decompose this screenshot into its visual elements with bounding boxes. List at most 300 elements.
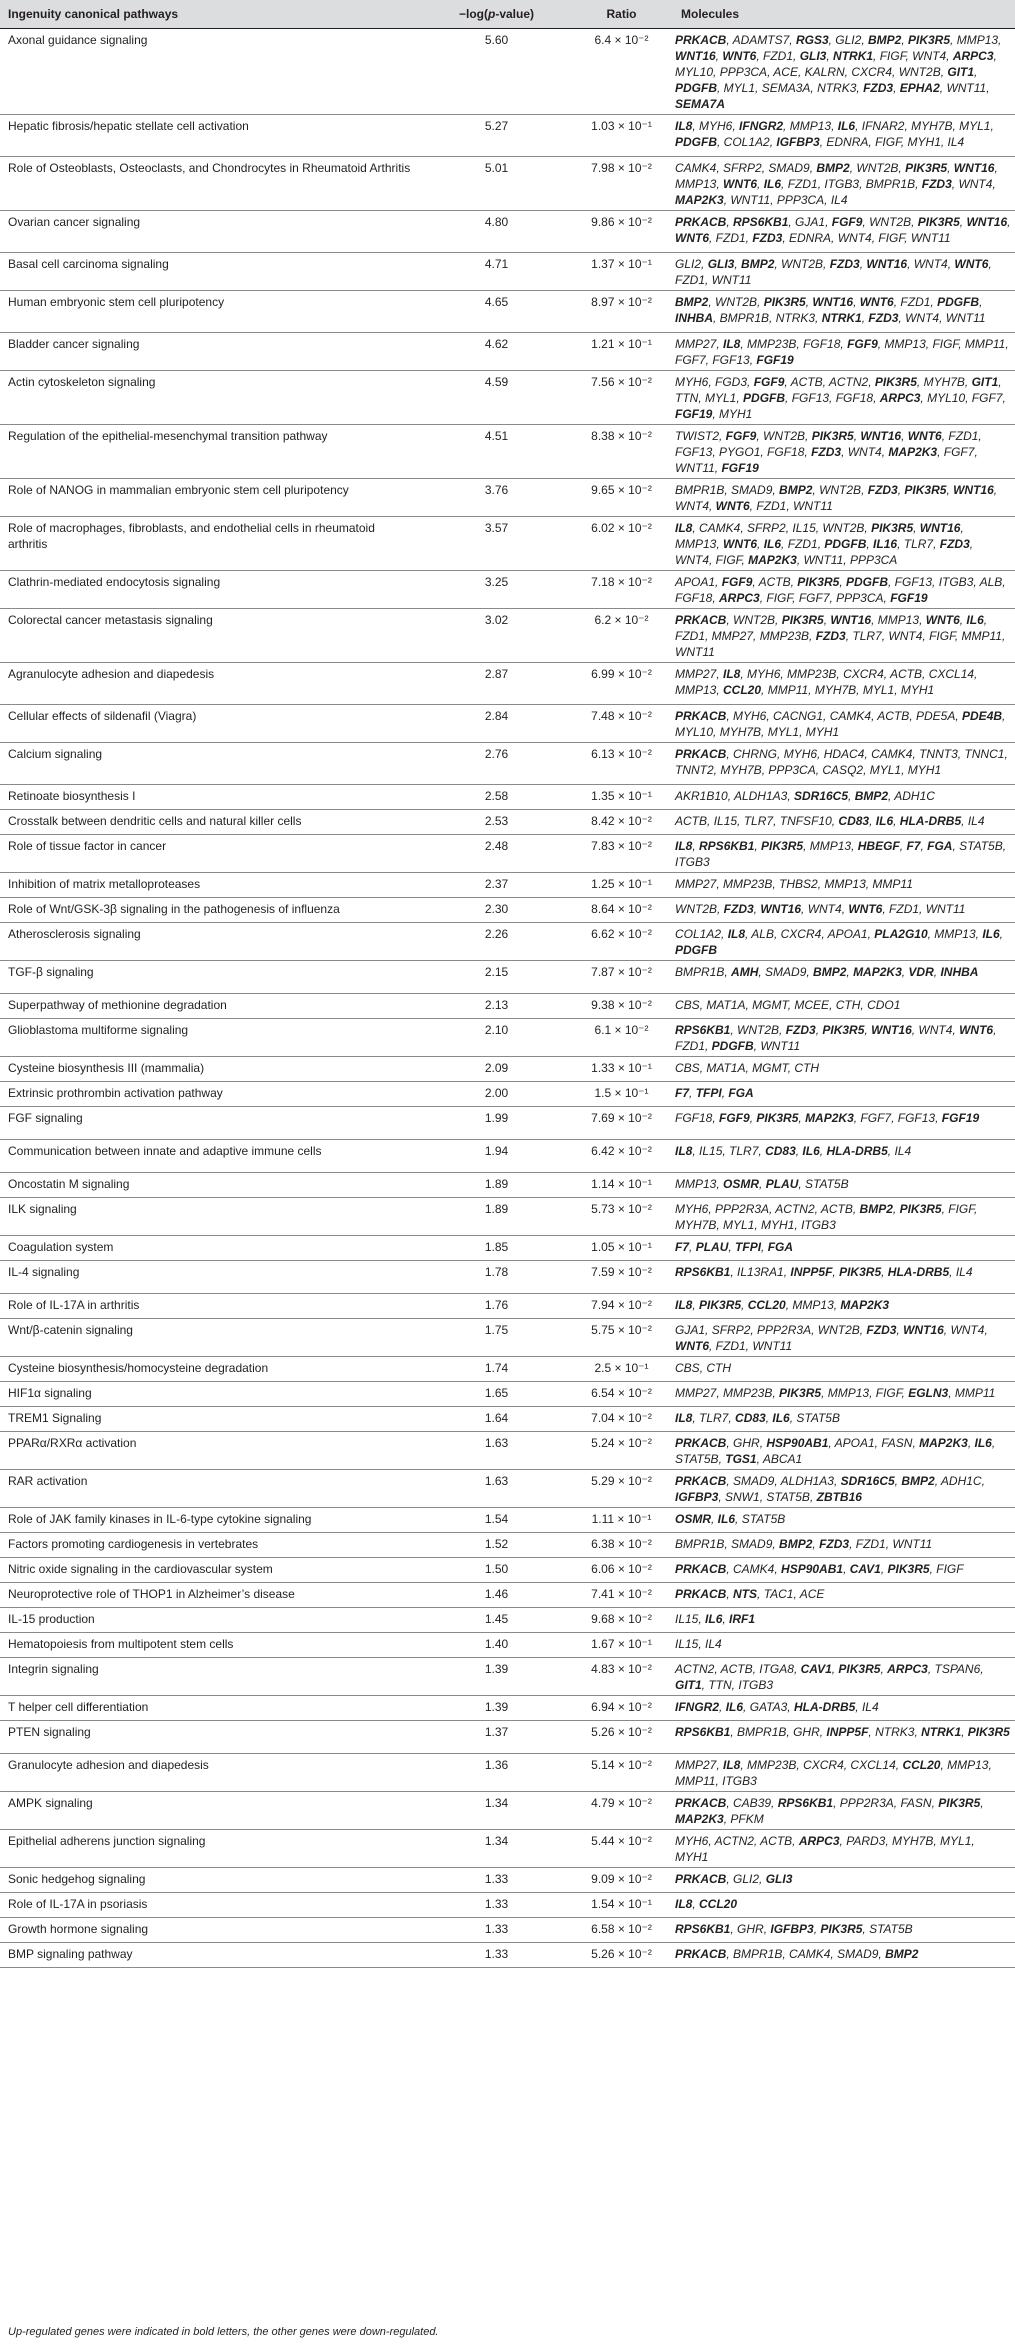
logp-value: 1.39 bbox=[423, 1658, 570, 1696]
gene-symbol: CAMK4 bbox=[733, 1562, 775, 1576]
gene-symbol: TLR7 bbox=[743, 814, 774, 828]
gene-symbol: IL8 bbox=[675, 839, 693, 853]
gene-symbol: MMP23B bbox=[759, 629, 810, 643]
molecule-list: MYH6, ACTN2, ACTB, ARPC3, PARD3, MYH7B, MYL1, MYH1 bbox=[673, 1830, 1015, 1868]
pathway-name: Role of Wnt/GSK-3β signaling in the pathogenesis of influenza bbox=[0, 898, 423, 923]
table-row bbox=[0, 1173, 1015, 1198]
gene-symbol: CASQ2 bbox=[822, 763, 864, 777]
pathway-name: Calcium signaling bbox=[0, 743, 423, 785]
molecule-list: PRKACB, GLI2, GLI3 bbox=[673, 1868, 1015, 1893]
pathway-name: Role of macrophages, fibroblasts, and endothelial cells in rheumatoid arthritis bbox=[0, 517, 423, 571]
gene-symbol: BMP2 bbox=[854, 789, 889, 803]
gene-symbol: FGF19 bbox=[721, 461, 759, 475]
logp-value: 2.09 bbox=[423, 1057, 570, 1082]
gene-symbol: MGMT bbox=[752, 1061, 788, 1075]
gene-symbol: MAT1A bbox=[706, 1061, 746, 1075]
pathway-name: Crosstalk between dendritic cells and natural killer cells bbox=[0, 810, 423, 835]
pathway-name: Inhibition of matrix metalloproteases bbox=[0, 873, 423, 898]
gene-symbol: MYL1 bbox=[767, 725, 800, 739]
gene-symbol: MYL1 bbox=[723, 1218, 755, 1232]
logp-value: 1.78 bbox=[423, 1261, 570, 1294]
gene-symbol: WNT11 bbox=[910, 231, 951, 245]
gene-symbol: FGF9 bbox=[831, 215, 863, 229]
gene-symbol: PDGFB bbox=[937, 295, 980, 309]
gene-symbol: PRKACB bbox=[675, 1562, 727, 1576]
gene-symbol: CAB39 bbox=[733, 1796, 772, 1810]
gene-symbol: CAV1 bbox=[800, 1662, 832, 1676]
gene-symbol: MMP11 bbox=[675, 1774, 716, 1788]
logp-value: 2.26 bbox=[423, 923, 570, 961]
gene-symbol: PRKACB bbox=[675, 1587, 727, 1601]
gene-symbol: MYL1 bbox=[869, 763, 902, 777]
pathway-name: IL-4 signaling bbox=[0, 1261, 423, 1294]
gene-symbol: IL6 bbox=[763, 177, 782, 191]
gene-symbol: IL15 bbox=[675, 1637, 699, 1651]
gene-symbol: TLR7 bbox=[729, 1144, 759, 1158]
gene-symbol: FGF19 bbox=[675, 407, 713, 421]
gene-symbol: FGF18 bbox=[675, 591, 713, 605]
pathway-name: Integrin signaling bbox=[0, 1658, 423, 1696]
gene-symbol: FZD3 bbox=[819, 1537, 850, 1551]
gene-symbol: EPHA2 bbox=[899, 81, 940, 95]
gene-symbol: FASN bbox=[881, 1436, 913, 1450]
gene-symbol: FGF19 bbox=[756, 353, 794, 367]
logp-value: 2.87 bbox=[423, 663, 570, 705]
gene-symbol: WNT2B bbox=[817, 1323, 860, 1337]
ratio-value: 1.11 × 10⁻¹ bbox=[570, 1508, 673, 1533]
gene-symbol: FZD1 bbox=[675, 1039, 705, 1053]
logp-value: 2.15 bbox=[423, 961, 570, 994]
gene-symbol: FGF7 bbox=[798, 591, 830, 605]
gene-symbol: FIGF bbox=[879, 49, 906, 63]
gene-symbol: MYH1 bbox=[675, 1850, 709, 1864]
gene-symbol: MYH7B bbox=[892, 1834, 934, 1848]
table-row bbox=[0, 898, 1015, 923]
gene-symbol: WNT16 bbox=[860, 429, 902, 443]
gene-symbol: WNT6 bbox=[715, 499, 750, 513]
molecule-list: MMP27, MMP23B, THBS2, MMP13, MMP11 bbox=[673, 873, 1015, 898]
gene-symbol: IGFBP3 bbox=[675, 1490, 719, 1504]
gene-symbol: TWIST2 bbox=[675, 429, 719, 443]
gene-symbol: CHRNG bbox=[733, 747, 778, 761]
gene-symbol: IL6 bbox=[717, 1512, 736, 1526]
molecule-list: MMP27, IL8, MMP23B, CXCR4, CXCL14, CCL20, MMP13, MMP11, ITGB3 bbox=[673, 1754, 1015, 1792]
gene-symbol: FZD3 bbox=[866, 1323, 897, 1337]
molecule-list: BMPR1B, AMH, SMAD9, BMP2, MAP2K3, VDR, INHBA bbox=[673, 961, 1015, 994]
table-row bbox=[0, 1057, 1015, 1082]
gene-symbol: FGF19 bbox=[941, 1111, 980, 1125]
gene-symbol: ITGB3 bbox=[938, 575, 974, 589]
gene-symbol: WNT6 bbox=[722, 49, 757, 63]
ratio-value: 9.09 × 10⁻² bbox=[570, 1868, 673, 1893]
pathway-name: Communication between innate and adaptive immune cells bbox=[0, 1140, 423, 1173]
ratio-value: 7.98 × 10⁻² bbox=[570, 157, 673, 211]
gene-symbol: PRKACB bbox=[675, 1796, 727, 1810]
gene-symbol: PIK3R5 bbox=[839, 1265, 882, 1279]
pathway-name: Cellular effects of sildenafil (Viagra) bbox=[0, 705, 423, 743]
gene-symbol: RGS3 bbox=[795, 33, 829, 47]
gene-symbol: STAT5B bbox=[766, 1490, 810, 1504]
gene-symbol: APOA1 bbox=[834, 1436, 875, 1450]
gene-symbol: IL6 bbox=[763, 537, 782, 551]
gene-symbol: ACTN2 bbox=[828, 375, 869, 389]
gene-symbol: PIK3R5 bbox=[904, 483, 947, 497]
ratio-value: 9.86 × 10⁻² bbox=[570, 211, 673, 253]
gene-symbol: WNT11 bbox=[946, 81, 987, 95]
gene-symbol: NTRK3 bbox=[817, 81, 857, 95]
gene-symbol: SEMA3A bbox=[761, 81, 811, 95]
gene-symbol: CCL20 bbox=[747, 1298, 786, 1312]
gene-symbol: ACTB bbox=[760, 1834, 793, 1848]
gene-symbol: IL4 bbox=[861, 1700, 879, 1714]
gene-symbol: MYL10 bbox=[927, 391, 966, 405]
gene-symbol: GJA1 bbox=[675, 1323, 706, 1337]
logp-value: 2.10 bbox=[423, 1019, 570, 1057]
gene-symbol: PARD3 bbox=[846, 1834, 886, 1848]
gene-symbol: ACE bbox=[799, 1587, 825, 1601]
gene-symbol: ACTB bbox=[877, 709, 910, 723]
table-row bbox=[0, 1261, 1015, 1294]
gene-symbol: PIK3R5 bbox=[917, 215, 960, 229]
logp-value: 1.63 bbox=[423, 1470, 570, 1508]
logp-value: 1.89 bbox=[423, 1173, 570, 1198]
pathway-name: Retinoate biosynthesis I bbox=[0, 785, 423, 810]
table-row bbox=[0, 810, 1015, 835]
gene-symbol: ACTB bbox=[758, 575, 791, 589]
ratio-value: 6.62 × 10⁻² bbox=[570, 923, 673, 961]
gene-symbol: ACTN2 bbox=[714, 1834, 754, 1848]
molecule-list: MMP27, IL8, MYH6, MMP23B, CXCR4, ACTB, CXCL14, MMP13, CCL20, MMP11, MYH7B, MYL1, MYH1 bbox=[673, 663, 1015, 705]
gene-symbol: FGA bbox=[927, 839, 953, 853]
gene-symbol: SMAD9 bbox=[731, 483, 773, 497]
gene-symbol: WNT4 bbox=[950, 1323, 985, 1337]
gene-symbol: FZD3 bbox=[815, 629, 846, 643]
gene-symbol: F7 bbox=[906, 839, 921, 853]
table-row bbox=[0, 115, 1015, 157]
gene-symbol: CTH bbox=[835, 998, 861, 1012]
ratio-value: 1.37 × 10⁻¹ bbox=[570, 253, 673, 291]
gene-symbol: IL8 bbox=[723, 667, 741, 681]
gene-symbol: PPP2R3A bbox=[839, 1796, 894, 1810]
gene-symbol: MMP11 bbox=[964, 337, 1006, 351]
logp-value: 2.84 bbox=[423, 705, 570, 743]
gene-symbol: MYH1 bbox=[900, 683, 935, 697]
gene-symbol: PDE4B bbox=[962, 709, 1003, 723]
gene-symbol: FGA bbox=[767, 1240, 794, 1254]
logp-value: 1.50 bbox=[423, 1558, 570, 1583]
gene-symbol: WNT4 bbox=[675, 553, 709, 567]
gene-symbol: CXCR4 bbox=[803, 1758, 844, 1772]
gene-symbol: BMP2 bbox=[675, 295, 709, 309]
ratio-value: 8.64 × 10⁻² bbox=[570, 898, 673, 923]
ratio-value: 6.38 × 10⁻² bbox=[570, 1533, 673, 1558]
gene-symbol: CXCR4 bbox=[851, 65, 893, 79]
ratio-value: 4.79 × 10⁻² bbox=[570, 1792, 673, 1830]
gene-symbol: MMP11 bbox=[767, 683, 809, 697]
pathway-name: Basal cell carcinoma signaling bbox=[0, 253, 423, 291]
gene-symbol: ALB bbox=[979, 575, 1003, 589]
gene-symbol: MMP11 bbox=[872, 877, 913, 891]
gene-symbol: WNT4 bbox=[958, 177, 993, 191]
gene-symbol: INPP5F bbox=[826, 1725, 869, 1739]
logp-value: 1.34 bbox=[423, 1830, 570, 1868]
gene-symbol: IL8 bbox=[727, 927, 746, 941]
gene-symbol: BMPR1B bbox=[675, 1537, 725, 1551]
gene-symbol: MYH1 bbox=[907, 763, 942, 777]
gene-symbol: WNT16 bbox=[812, 295, 854, 309]
gene-symbol: IL15 bbox=[792, 521, 816, 535]
molecule-list: MYH6, FGD3, FGF9, ACTB, ACTN2, PIK3R5, MYH7B, GIT1, TTN, MYL1, PDGFB, FGF13, FGF18, ARPC3, MYL10, FGF7, FGF19, MYH1 bbox=[673, 371, 1015, 425]
molecule-list: IL8, PIK3R5, CCL20, MMP13, MAP2K3 bbox=[673, 1294, 1015, 1319]
table-row bbox=[0, 1792, 1015, 1830]
gene-symbol: ITGB3 bbox=[824, 177, 860, 191]
gene-symbol: MMP13 bbox=[675, 177, 717, 191]
gene-symbol: IGFBP3 bbox=[776, 135, 820, 149]
table-row bbox=[0, 253, 1015, 291]
molecule-list: IL15, IL4 bbox=[673, 1633, 1015, 1658]
gene-symbol: PIK3R5 bbox=[838, 1662, 881, 1676]
logp-value: 1.33 bbox=[423, 1943, 570, 1968]
gene-symbol: CTH bbox=[794, 1061, 820, 1075]
gene-symbol: COL1A2 bbox=[723, 135, 770, 149]
gene-symbol: IL6 bbox=[875, 814, 894, 828]
gene-symbol: GLI2 bbox=[675, 257, 702, 271]
pathway-name: FGF signaling bbox=[0, 1107, 423, 1140]
logp-value: 1.33 bbox=[423, 1893, 570, 1918]
molecule-list: RPS6KB1, WNT2B, FZD3, PIK3R5, WNT16, WNT4, WNT6, FZD1, PDGFB, WNT11 bbox=[673, 1019, 1015, 1057]
gene-symbol: GHR bbox=[733, 1436, 760, 1450]
table-row bbox=[0, 29, 1015, 115]
gene-symbol: MMP13 bbox=[947, 1758, 989, 1772]
gene-symbol: HBEGF bbox=[857, 839, 900, 853]
pathway-name: Oncostatin M signaling bbox=[0, 1173, 423, 1198]
gene-symbol: CCL20 bbox=[902, 1758, 941, 1772]
gene-symbol: PIK3R5 bbox=[967, 1725, 1010, 1739]
molecule-list: OSMR, IL6, STAT5B bbox=[673, 1508, 1015, 1533]
gene-symbol: SMAD9 bbox=[768, 161, 810, 175]
molecule-list: TWIST2, FGF9, WNT2B, PIK3R5, WNT16, WNT6, FZD1, FGF13, PYGO1, FGF18, FZD3, WNT4, MAP2K3, FGF7, WNT11, FGF19 bbox=[673, 425, 1015, 479]
ratio-value: 7.59 × 10⁻² bbox=[570, 1261, 673, 1294]
gene-symbol: WNT4 bbox=[913, 257, 948, 271]
molecule-list: PRKACB, MYH6, CACNG1, CAMK4, ACTB, PDE5A, PDE4B, MYL10, MYH7B, MYL1, MYH1 bbox=[673, 705, 1015, 743]
gene-symbol: BMP2 bbox=[779, 1537, 813, 1551]
gene-symbol: WNT2B bbox=[819, 483, 862, 497]
gene-symbol: IL8 bbox=[675, 521, 693, 535]
logp-value: 2.00 bbox=[423, 1082, 570, 1107]
gene-symbol: SDR16C5 bbox=[793, 789, 849, 803]
gene-symbol: MMP13 bbox=[675, 537, 717, 551]
gene-symbol: MMP13 bbox=[789, 119, 832, 133]
gene-symbol: FZD1 bbox=[763, 49, 794, 63]
table-row bbox=[0, 1608, 1015, 1633]
table-row bbox=[0, 1082, 1015, 1107]
gene-symbol: FZD1 bbox=[855, 1537, 886, 1551]
table-row bbox=[0, 1893, 1015, 1918]
table-header-row bbox=[0, 0, 1015, 29]
table-row bbox=[0, 1943, 1015, 1968]
gene-symbol: ARPC3 bbox=[719, 591, 760, 605]
pathway-name: Epithelial adherens junction signaling bbox=[0, 1830, 423, 1868]
gene-symbol: MYL1 bbox=[705, 391, 737, 405]
pathway-name: Neuroprotective role of THOP1 in Alzheimer’s disease bbox=[0, 1583, 423, 1608]
gene-symbol: FIGF bbox=[875, 135, 901, 149]
logp-value: 5.01 bbox=[423, 157, 570, 211]
ratio-value: 7.87 × 10⁻² bbox=[570, 961, 673, 994]
pathway-name: Clathrin-mediated endocytosis signaling bbox=[0, 571, 423, 609]
gene-symbol: TTN bbox=[675, 391, 699, 405]
table-row bbox=[0, 333, 1015, 371]
gene-symbol: SMAD9 bbox=[837, 1947, 879, 1961]
gene-symbol: FIGF bbox=[932, 337, 959, 351]
gene-symbol: MYL10 bbox=[675, 725, 714, 739]
gene-symbol: PPP3CA bbox=[719, 65, 768, 79]
logp-value: 1.63 bbox=[423, 1432, 570, 1470]
gene-symbol: WNT2B bbox=[733, 613, 776, 627]
gene-symbol: ARPC3 bbox=[887, 1662, 928, 1676]
table-row bbox=[0, 1357, 1015, 1382]
gene-symbol: MGMT bbox=[752, 998, 788, 1012]
ratio-value: 1.05 × 10⁻¹ bbox=[570, 1236, 673, 1261]
molecule-list: PRKACB, CHRNG, MYH6, HDAC4, CAMK4, TNNT3, TNNC1, TNNT2, MYH7B, PPP3CA, CASQ2, MYL1, MYH1 bbox=[673, 743, 1015, 785]
gene-symbol: ADAMTS7 bbox=[732, 33, 790, 47]
gene-symbol: MMP13 bbox=[877, 613, 920, 627]
logp-value: 1.85 bbox=[423, 1236, 570, 1261]
gene-symbol: FGF9 bbox=[719, 1111, 750, 1125]
molecule-list: PRKACB, NTS, TAC1, ACE bbox=[673, 1583, 1015, 1608]
gene-symbol: PIK3R5 bbox=[763, 295, 806, 309]
table-row bbox=[0, 1140, 1015, 1173]
molecule-list: PRKACB, RPS6KB1, GJA1, FGF9, WNT2B, PIK3R5, WNT16, WNT6, FZD1, FZD3, EDNRA, WNT4, FIGF, WNT11 bbox=[673, 211, 1015, 253]
table-row bbox=[0, 663, 1015, 705]
logp-value: 2.53 bbox=[423, 810, 570, 835]
ratio-value: 6.06 × 10⁻² bbox=[570, 1558, 673, 1583]
gene-symbol: FGF18 bbox=[835, 391, 874, 405]
gene-symbol: FZD1 bbox=[675, 273, 705, 287]
gene-symbol: IL4 bbox=[894, 1144, 912, 1158]
gene-symbol: ALDH1A3 bbox=[733, 789, 788, 803]
gene-symbol: PDGFB bbox=[675, 943, 717, 957]
pathway-name: Role of NANOG in mammalian embryonic stem cell pluripotency bbox=[0, 479, 423, 517]
gene-symbol: WNT11 bbox=[711, 273, 752, 287]
gene-symbol: WNT16 bbox=[966, 215, 1008, 229]
logp-value: 1.54 bbox=[423, 1508, 570, 1533]
gene-symbol: WNT16 bbox=[953, 161, 995, 175]
molecule-list: IL8, CCL20 bbox=[673, 1893, 1015, 1918]
gene-symbol: WNT2B bbox=[869, 215, 912, 229]
gene-symbol: WNT11 bbox=[752, 1339, 793, 1353]
table-row bbox=[0, 1830, 1015, 1868]
pathway-name: Colorectal cancer metastasis signaling bbox=[0, 609, 423, 663]
gene-symbol: FZD1 bbox=[787, 537, 818, 551]
gene-symbol: SMAD9 bbox=[765, 965, 807, 979]
gene-symbol: MMP13 bbox=[675, 1177, 717, 1191]
molecule-list: MMP13, OSMR, PLAU, STAT5B bbox=[673, 1173, 1015, 1198]
gene-symbol: SMAD9 bbox=[731, 1537, 773, 1551]
gene-symbol: FIGF bbox=[715, 553, 742, 567]
pathway-name: Hepatic fibrosis/hepatic stellate cell activation bbox=[0, 115, 423, 157]
gene-symbol: FIGF bbox=[878, 231, 905, 245]
gene-symbol: PDGFB bbox=[675, 135, 717, 149]
gene-symbol: FZD3 bbox=[867, 483, 898, 497]
gene-symbol: FZD1 bbox=[715, 1339, 746, 1353]
gene-symbol: TNFSF10 bbox=[779, 814, 832, 828]
molecule-list: IFNGR2, IL6, GATA3, HLA-DRB5, IL4 bbox=[673, 1696, 1015, 1721]
gene-symbol: RPS6KB1 bbox=[733, 215, 789, 229]
ratio-value: 1.35 × 10⁻¹ bbox=[570, 785, 673, 810]
header-ratio: Ratio bbox=[570, 0, 673, 29]
gene-symbol: MMP13 bbox=[934, 927, 976, 941]
gene-symbol: MYH7B bbox=[719, 725, 762, 739]
logp-value: 1.94 bbox=[423, 1140, 570, 1173]
logp-value: 4.62 bbox=[423, 333, 570, 371]
gene-symbol: CXCL14 bbox=[850, 1758, 896, 1772]
molecule-list: AKR1B10, ALDH1A3, SDR16C5, BMP2, ADH1C bbox=[673, 785, 1015, 810]
gene-symbol: IL8 bbox=[723, 1758, 741, 1772]
molecule-list: PRKACB, CAB39, RPS6KB1, PPP2R3A, FASN, PIK3R5, MAP2K3, PFKM bbox=[673, 1792, 1015, 1830]
gene-symbol: WNT4 bbox=[905, 311, 940, 325]
gene-symbol: APOA1 bbox=[675, 575, 716, 589]
gene-symbol: MAP2K3 bbox=[675, 193, 724, 207]
gene-symbol: F7 bbox=[675, 1086, 690, 1100]
gene-symbol: WNT2B bbox=[737, 1023, 780, 1037]
gene-symbol: MMP13 bbox=[824, 877, 866, 891]
ratio-value: 6.58 × 10⁻² bbox=[570, 1918, 673, 1943]
gene-symbol: IL8 bbox=[675, 1144, 693, 1158]
gene-symbol: FGF7 bbox=[675, 353, 706, 367]
gene-symbol: PIK3R5 bbox=[871, 521, 914, 535]
gene-symbol: STAT5B bbox=[959, 839, 1003, 853]
ratio-value: 7.69 × 10⁻² bbox=[570, 1107, 673, 1140]
gene-symbol: IL4 bbox=[955, 1265, 973, 1279]
ratio-value: 7.04 × 10⁻² bbox=[570, 1407, 673, 1432]
gene-symbol: SEMA7A bbox=[675, 97, 726, 111]
logp-value: 1.39 bbox=[423, 1696, 570, 1721]
gene-symbol: PIK3R5 bbox=[908, 33, 951, 47]
gene-symbol: BMPR1B bbox=[737, 1725, 787, 1739]
gene-symbol: MMP13 bbox=[792, 1298, 834, 1312]
ratio-value: 9.68 × 10⁻² bbox=[570, 1608, 673, 1633]
ratio-value: 5.73 × 10⁻² bbox=[570, 1198, 673, 1236]
gene-symbol: ACTB bbox=[890, 667, 923, 681]
molecule-list: CBS, MAT1A, MGMT, MCEE, CTH, CDO1 bbox=[673, 994, 1015, 1019]
gene-symbol: MYH7B bbox=[814, 683, 857, 697]
molecule-list: GLI2, GLI3, BMP2, WNT2B, FZD3, WNT16, WNT4, WNT6, FZD1, WNT11 bbox=[673, 253, 1015, 291]
gene-symbol: AMH bbox=[731, 965, 759, 979]
gene-symbol: PLAU bbox=[695, 1240, 729, 1254]
gene-symbol: RPS6KB1 bbox=[777, 1796, 834, 1810]
gene-symbol: CCL20 bbox=[723, 683, 762, 697]
gene-symbol: TFPI bbox=[735, 1240, 762, 1254]
table-row bbox=[0, 1583, 1015, 1608]
pathway-name: Role of tissue factor in cancer bbox=[0, 835, 423, 873]
gene-symbol: IL15 bbox=[675, 1612, 699, 1626]
gene-symbol: MMP23B bbox=[723, 877, 773, 891]
gene-symbol: WNT16 bbox=[903, 1323, 944, 1337]
pathway-name: RAR activation bbox=[0, 1470, 423, 1508]
table-row bbox=[0, 291, 1015, 333]
ratio-value: 5.14 × 10⁻² bbox=[570, 1754, 673, 1792]
ratio-value: 5.26 × 10⁻² bbox=[570, 1721, 673, 1754]
gene-symbol: MYH6 bbox=[675, 1202, 709, 1216]
gene-symbol: WNT4 bbox=[837, 231, 872, 245]
ratio-value: 1.21 × 10⁻¹ bbox=[570, 333, 673, 371]
gene-symbol: GLI2 bbox=[733, 1872, 760, 1886]
gene-symbol: TLR7 bbox=[852, 629, 882, 643]
gene-symbol: FGF9 bbox=[721, 575, 753, 589]
header-pathway: Ingenuity canonical pathways bbox=[0, 0, 423, 29]
gene-symbol: WNT16 bbox=[871, 1023, 912, 1037]
gene-symbol: TNNC1 bbox=[964, 747, 1005, 761]
